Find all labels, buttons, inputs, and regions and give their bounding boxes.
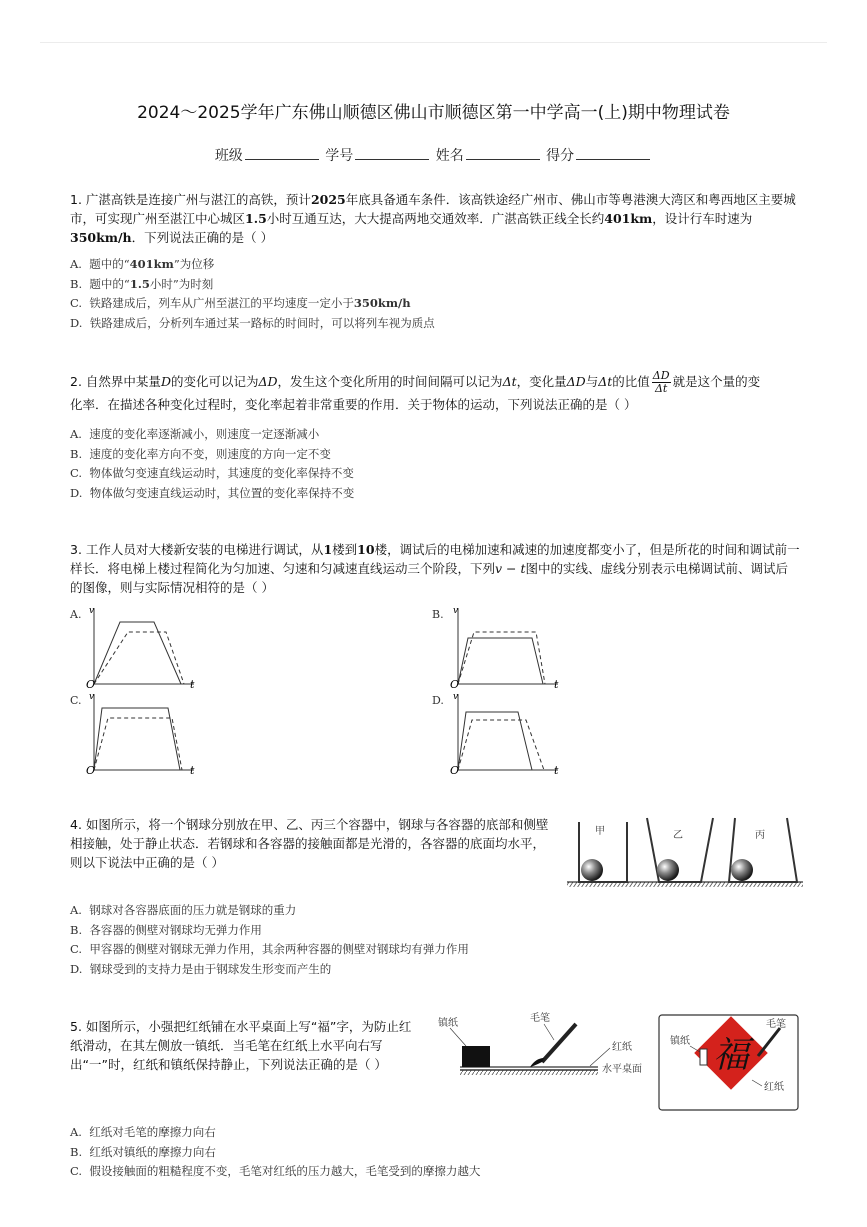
option-text: 红纸对镇纸的摩擦力向右 (89, 1144, 216, 1159)
solid-line (94, 622, 181, 684)
brush-handle (542, 1024, 576, 1062)
stem-text: 小时互通互达，大大提高两地交通效率．广湛高铁正线全长约 (266, 211, 605, 226)
question-1-options (70, 255, 435, 333)
stem-math: D (160, 374, 171, 389)
option-a[interactable] (70, 425, 354, 445)
option-d[interactable] (70, 484, 354, 504)
option-label: C. (70, 296, 83, 310)
stem-number: 401km (604, 211, 653, 226)
stem-text: 年底具备通车条件．该高铁途经广州市、佛山市等粤港澳大湾区和粤西地区主要城市，可实现广州至湛江中心城区 (70, 192, 796, 226)
stem-text: ，设计行车时速为 (652, 211, 753, 226)
class-blank[interactable] (245, 147, 319, 160)
option-text: 题中的“ (89, 257, 130, 271)
option-text: 速度的变化率方向不变，则速度的方向一定不变 (89, 446, 331, 461)
stem-text: 就是这个量的变 (672, 374, 761, 389)
graph-option-d[interactable]: D. (432, 694, 444, 707)
solid-line (458, 638, 543, 684)
option-text: 钢球受到的支持力是由于钢球发生形变而产生的 (89, 961, 332, 976)
t-axis-label: t (554, 678, 559, 691)
dashed-line (94, 632, 184, 684)
desk-top-figure (658, 1014, 800, 1112)
fraction-numerator: ΔD (652, 369, 670, 382)
stem-text: 与 (585, 374, 599, 389)
stem-text: 自然界中某量 (85, 374, 161, 389)
id-blank[interactable] (355, 147, 429, 160)
container-label-jia: 甲 (595, 826, 605, 837)
student-info-line (0, 145, 867, 165)
stem-math: v − t (495, 561, 526, 576)
top-divider (40, 42, 827, 43)
vt-graph-d (448, 690, 568, 776)
option-text: 铁路建成后，列车从广州至湛江的平均速度一定小于 (89, 296, 354, 310)
red-paper-label: 红纸 (612, 1042, 632, 1053)
question-2-stem (70, 370, 800, 414)
option-text: 钢球对各容器底面的压力就是钢球的重力 (89, 903, 297, 917)
option-label: B. (70, 446, 83, 461)
option-text: 红纸对毛笔的摩擦力向右 (89, 1125, 216, 1139)
option-text: 小时”为时刻 (149, 276, 214, 291)
option-text: 物体做匀变速直线运动时，其速度的变化率保持不变 (89, 466, 354, 480)
stem-text: 的变化可以记为 (170, 374, 259, 389)
question-5-stem (70, 1017, 420, 1074)
question-number: 4. (70, 817, 82, 832)
stem-math: Δt (598, 374, 613, 389)
option-text: 甲容器的侧壁对钢球无弹力作用，其余两种容器的侧壁对钢球均有弹力作用 (89, 942, 469, 956)
question-4-options (70, 901, 469, 979)
stem-text: 如图所示，将一个钢球分别放在甲、乙、丙三个容器中，钢球与各容器的底部和侧壁相接触，处于静止状态．若钢球和各容器的接触面都是光滑的，各容器的底面均水平，则以下说法中正确的是（ ） (70, 817, 549, 870)
option-c[interactable] (70, 940, 469, 960)
question-3-stem (70, 540, 800, 597)
option-d[interactable] (70, 314, 435, 334)
stem-text: 楼，调试后的电梯加速和减速的加速度都变小了，但是所花的时间和调试前一样长．将电梯上楼过程简化为匀加速、匀速和匀减速直线运动三个阶段，下列 (70, 542, 800, 576)
stem-number: 1.5 (245, 211, 267, 226)
graph-option-a[interactable]: A. (70, 608, 82, 621)
option-label: D. (70, 961, 83, 976)
question-number: 1. (70, 192, 82, 207)
solid-line (94, 708, 180, 770)
id-label: 学号 (325, 148, 354, 164)
option-b[interactable] (70, 921, 469, 941)
stem-math: ΔD (566, 374, 586, 389)
option-text: ”为位移 (173, 257, 215, 271)
container-label-yi: 乙 (673, 830, 683, 841)
v-axis-label: v (453, 606, 459, 616)
question-4 (70, 815, 555, 872)
option-bold: 1.5 (129, 276, 150, 291)
fu-character: 福 (712, 1035, 750, 1076)
option-text: 题中的“ (89, 276, 130, 291)
stem-text: 广湛高铁是连接广州与湛江的高铁，预计 (85, 192, 311, 207)
brush-label: 毛笔 (530, 1013, 550, 1024)
stem-text: 化率．在描述各种变化过程时，变化率起着非常重要的作用．关于物体的运动，下列说法正确的是（ ） (70, 397, 637, 412)
option-label: A. (70, 1125, 82, 1139)
stem-text: 如图所示，小强把红纸铺在水平桌面上写“福”字，为防止红纸滑动，在其左侧放一镇纸．当毛笔在红纸上水平向右写出“一”时，红纸和镇纸保持静止，下列说法正确的是（ ） (70, 1019, 412, 1072)
option-b[interactable] (70, 1143, 480, 1163)
container-label-bing: 丙 (755, 830, 765, 841)
containers-figure (565, 810, 805, 890)
solid-line (458, 712, 532, 770)
t-axis-label: t (554, 764, 559, 777)
option-text: 假设接触面的粗糙程度不变，毛笔对红纸的压力越大，毛笔受到的摩擦力越大 (89, 1164, 481, 1178)
question-1 (70, 190, 800, 247)
stem-text: 图中的实线、虚线分别表示电梯调试前、调试后的图像，则与实际情况相符的是（ ） (70, 561, 789, 595)
score-blank[interactable] (576, 147, 650, 160)
vt-graph-b (448, 604, 568, 690)
t-axis-label: t (190, 764, 195, 777)
option-c[interactable] (70, 294, 435, 314)
paperweight-block (462, 1046, 490, 1067)
option-label: B. (70, 276, 83, 291)
vt-graph-c (84, 690, 204, 776)
name-blank[interactable] (466, 147, 540, 160)
fraction-denominator: Δt (654, 382, 668, 395)
option-label: A. (70, 427, 82, 441)
question-number: 2. (70, 374, 82, 389)
steel-ball (731, 859, 753, 881)
option-c[interactable] (70, 464, 354, 484)
stem-number: 10 (357, 542, 375, 557)
origin-label: O (86, 764, 96, 777)
graph-option-c[interactable]: C. (70, 694, 82, 707)
stem-math: Δt (502, 374, 517, 389)
option-text: 铁路建成后，分析列车通过某一路标的时间时，可以将列车视为质点 (89, 315, 435, 330)
question-number: 5. (70, 1019, 82, 1034)
paperweight-label: 镇纸 (438, 1018, 458, 1029)
option-b[interactable] (70, 275, 435, 295)
question-5 (70, 1017, 420, 1074)
option-text: 速度的变化率逐渐减小，则速度一定逐渐减小 (89, 427, 320, 441)
option-label: C. (70, 466, 83, 480)
vt-graph-a (84, 604, 204, 690)
v-axis-label: v (453, 692, 459, 702)
question-3 (70, 540, 800, 597)
stem-math: ΔD (258, 374, 278, 389)
origin-label: O (450, 764, 460, 777)
option-text: 物体做匀变速直线运动时，其位置的变化率保持不变 (89, 485, 355, 500)
name-label: 姓名 (435, 148, 464, 164)
option-label: B. (70, 1144, 83, 1159)
v-axis-label: v (89, 606, 95, 616)
option-label: C. (70, 1164, 83, 1178)
question-2 (70, 370, 800, 414)
question-1-stem (70, 190, 800, 247)
option-a[interactable] (70, 901, 469, 921)
paperweight-top (700, 1049, 707, 1065)
question-2-options (70, 425, 354, 503)
origin-label: O (86, 678, 96, 691)
dashed-line (94, 718, 182, 770)
option-label: D. (70, 485, 83, 500)
question-4-stem (70, 815, 555, 872)
desk-label: 水平桌面 (602, 1064, 642, 1075)
leader-line (450, 1028, 466, 1046)
paperweight-label: 镇纸 (670, 1036, 690, 1047)
desk-side-figure (430, 1012, 660, 1084)
stem-number: 2025 (310, 192, 346, 207)
v-axis-label: v (89, 692, 95, 702)
brush-tip (530, 1058, 544, 1067)
steel-ball (657, 859, 679, 881)
option-label: B. (70, 922, 83, 937)
stem-number: 1 (323, 542, 333, 557)
container-yi (647, 818, 713, 882)
class-label: 班级 (214, 148, 243, 164)
option-c[interactable] (70, 1162, 480, 1182)
option-b[interactable] (70, 445, 354, 465)
option-a[interactable] (70, 255, 435, 275)
stem-text: 工作人员对大楼新安装的电梯进行调试，从 (85, 542, 324, 557)
stem-text: 楼到 (332, 542, 358, 557)
question-number: 3. (70, 542, 82, 557)
leader-line (544, 1024, 554, 1040)
dashed-line (458, 720, 544, 770)
stem-number: 350km/h (70, 230, 132, 245)
fraction (652, 370, 671, 395)
option-a[interactable] (70, 1123, 480, 1143)
stem-text: ．下列说法正确的是（ ） (131, 230, 274, 245)
option-label: D. (70, 315, 83, 330)
steel-ball (581, 859, 603, 881)
stem-text: ，发生这个变化所用的时间间隔可以记为 (277, 374, 503, 389)
t-axis-label: t (190, 678, 195, 691)
question-5-options (70, 1123, 480, 1182)
option-label: C. (70, 942, 83, 956)
brush-label: 毛笔 (766, 1019, 786, 1030)
score-label: 得分 (546, 148, 575, 164)
option-bold: 401km (129, 257, 174, 271)
red-paper-label: 红纸 (764, 1082, 784, 1093)
option-label: A. (70, 903, 82, 917)
option-text: 各容器的侧壁对钢球均无弹力作用 (89, 922, 262, 937)
origin-label: O (450, 678, 460, 691)
option-d[interactable] (70, 960, 469, 980)
page-title: 2024～2025学年广东佛山顺德区佛山市顺德区第一中学高一(上)期中物理试卷 (137, 103, 730, 123)
graph-option-b[interactable]: B. (432, 608, 444, 621)
stem-text: ，变化量 (516, 374, 567, 389)
option-bold: 350km/h (353, 296, 411, 310)
stem-text: 的比值 (612, 374, 650, 389)
option-label: A. (70, 257, 82, 271)
